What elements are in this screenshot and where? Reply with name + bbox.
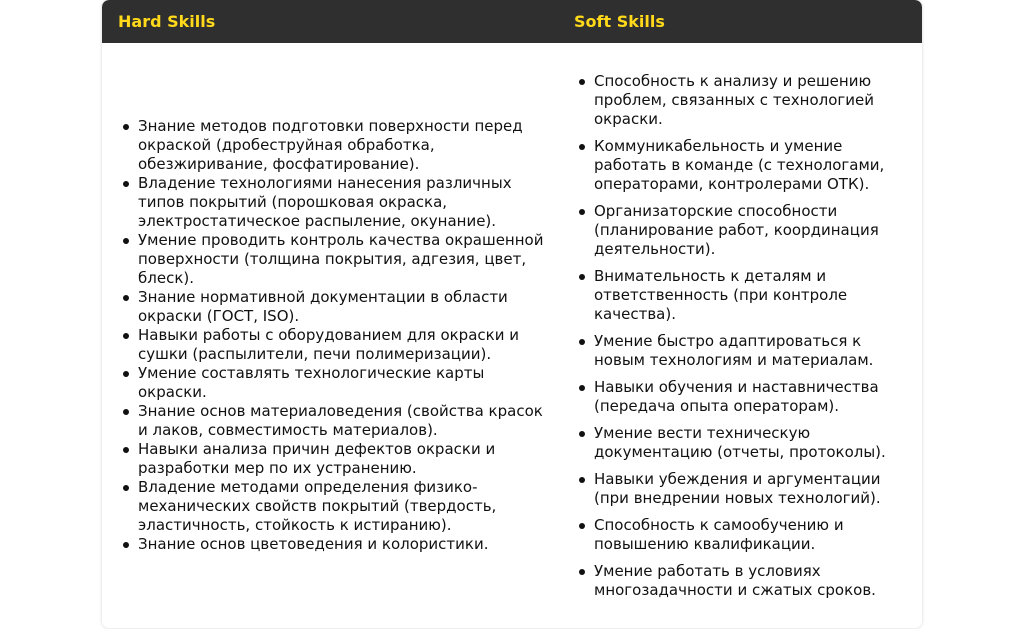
- list-item: Внимательность к деталям и ответственность (при контроле качества).: [594, 267, 916, 324]
- hard-skills-cell: [102, 43, 558, 628]
- list-item: Умение вести техническую документацию (отчеты, протоколы).: [594, 424, 916, 462]
- list-item: Способность к анализу и решению проблем, связанных с технологией окраски.: [594, 72, 916, 129]
- list-item: Навыки убеждения и аргументации (при внедрении новых технологий).: [594, 470, 916, 508]
- list-item: Знание основ материаловедения (свойства красок и лаков, совместимость материалов).: [138, 402, 550, 440]
- hard-skills-list: [118, 117, 550, 554]
- list-item: Умение работать в условиях многозадачности и сжатых сроков.: [594, 562, 916, 600]
- soft-skills-list: [574, 72, 916, 600]
- list-item: Коммуникабельность и умение работать в команде (с технологами, операторами, контролерами ОТК).: [594, 137, 916, 194]
- list-item: Знание основ цветоведения и колористики.: [138, 535, 550, 554]
- table-body: [102, 43, 922, 628]
- list-item: Организаторские способности (планирование работ, координация деятельности).: [594, 202, 916, 259]
- list-item: Умение составлять технологические карты окраски.: [138, 364, 550, 402]
- soft-skills-cell: [558, 43, 922, 628]
- list-item: Знание методов подготовки поверхности перед окраской (дробеструйная обработка, обезжиривание, фосфатирование).: [138, 117, 550, 174]
- list-item: Знание нормативной документации в области окраски (ГОСТ, ISO).: [138, 288, 550, 326]
- list-item: Навыки работы с оборудованием для окраски и сушки (распылители, печи полимеризации).: [138, 326, 550, 364]
- list-item: Владение методами определения физико-механических свойств покрытий (твердость, эластичность, стойкость к истиранию).: [138, 478, 550, 535]
- header-hard-skills: Hard Skills: [118, 12, 216, 31]
- header-soft-skills: Soft Skills: [574, 12, 665, 31]
- skills-table: [102, 0, 922, 628]
- list-item: Навыки анализа причин дефектов окраски и разработки мер по их устранению.: [138, 440, 550, 478]
- list-item: Владение технологиями нанесения различных типов покрытий (порошковая окраска, электростатическое распыление, окунание).: [138, 174, 550, 231]
- list-item: Умение быстро адаптироваться к новым технологиям и материалам.: [594, 332, 916, 370]
- list-item: Умение проводить контроль качества окрашенной поверхности (толщина покрытия, адгезия, цвет, блеск).: [138, 231, 550, 288]
- list-item: Способность к самообучению и повышению квалификации.: [594, 516, 916, 554]
- list-item: Навыки обучения и наставничества (передача опыта операторам).: [594, 378, 916, 416]
- table-header: [102, 0, 922, 43]
